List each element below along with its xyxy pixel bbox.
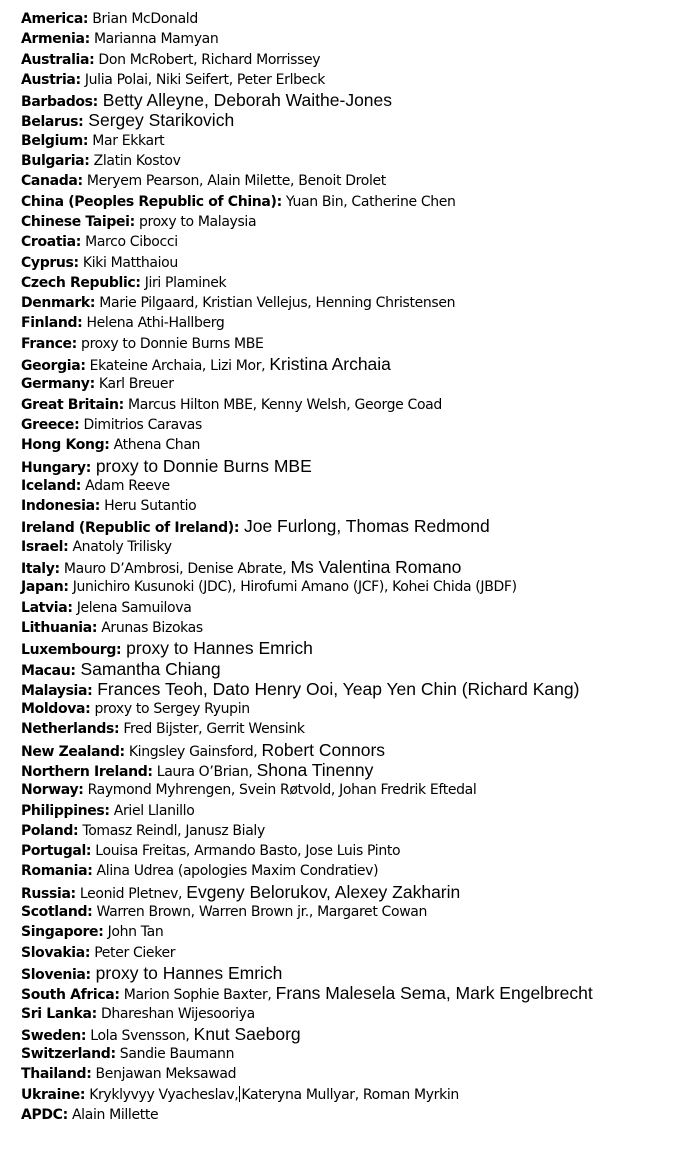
country-label: Austria: [21,71,81,88]
country-label: Hong Kong: [21,437,110,454]
delegate-names: Benjawan Meksawad [91,1066,237,1083]
country-label: Japan: [21,579,69,596]
list-item [21,760,691,780]
delegate-names: Leonid Pletnev, [75,885,187,902]
list-item [21,293,691,313]
list-item [21,598,691,618]
list-item [21,943,691,963]
country-label: Singapore: [21,924,104,941]
list-item [21,1064,691,1084]
list-item [21,131,691,151]
country-label: America: [21,11,89,27]
country-label: Philippines: [21,802,110,819]
list-item [21,922,691,942]
delegate-names: Mar Ekkart [88,132,165,149]
country-label: Luxembourg: [21,642,122,659]
list-item [21,415,691,435]
country-label: France: [21,335,77,352]
delegate-names: proxy to Sergey Ryupin [90,701,250,718]
list-item [21,253,691,273]
delegate-names: Zlatin Kostov [89,153,181,170]
country-label: Czech Republic: [21,274,141,291]
delegate-names: Marcus Hilton MBE, Kenny Welsh, George Coad [123,396,442,413]
delegate-names: proxy to Malaysia [134,213,257,230]
delegate-names: Kateryna Mullyar, Roman Myrkin [241,1086,459,1103]
country-label: Belgium: [21,132,89,149]
list-item [21,435,691,455]
list-item [21,780,691,800]
delegate-names: Arunas Bizokas [97,619,203,636]
list-item [21,232,691,252]
delegate-names: Adam Reeve [81,477,170,494]
delegate-names: Marianna Mamyan [89,31,219,48]
delegate-names: proxy to Donnie Burns MBE [76,335,264,352]
country-label: Netherlands: [21,721,120,738]
country-label: Macau: [21,662,76,679]
delegate-names: Yuan Bin, Catherine Chen [281,193,456,210]
delegate-names: Tomasz Reindl, Janusz Bialy [78,822,265,839]
list-item [21,861,691,881]
country-label: Scotland: [21,904,93,921]
country-label: Iceland: [21,477,82,494]
country-label: Portugal: [21,843,92,860]
list-item [21,841,691,861]
delegate-names: Joe Furlong, Thomas Redmond [239,516,490,537]
country-label: Israel: [21,538,69,555]
list-item [21,1004,691,1024]
list-item [21,659,691,679]
delegate-names: Knut Saeborg [193,1023,301,1044]
country-label: Denmark: [21,295,96,312]
delegate-names: Alina Udrea (apologies Maxim Condratiev) [92,863,379,880]
delegate-names: Betty Alleyne, Deborah Waithe-Jones [97,90,393,111]
delegate-names: Samantha Chiang [75,658,221,679]
list-item [21,171,691,191]
delegate-names: Frances Teoh, Dato Henry Ooi, Yeap Yen Chin (Richard Kang) [92,678,580,699]
delegate-names: Heru Sutantio [99,498,197,515]
delegate-names: Alain Millette [67,1107,159,1124]
delegate-names: Lola Svensson, [86,1027,194,1044]
delegate-names: proxy to Donnie Burns MBE [90,455,312,476]
list-item [21,699,691,719]
country-label: Moldova: [21,701,91,718]
list-item [21,212,691,232]
delegate-names: Fred Bijster, Gerrit Wensink [119,721,305,738]
country-label: Cyprus: [21,254,79,271]
delegate-names: Shona Tinenny [256,759,374,780]
country-label: Thailand: [21,1066,92,1083]
list-item [21,476,691,496]
country-label: China (Peoples Republic of China): [21,193,282,210]
delegate-names: Louisa Freitas, Armando Basto, Jose Luis Pinto [91,843,401,860]
country-label: Armenia: [21,31,90,48]
country-label: Latvia: [21,599,73,616]
country-label: New Zealand: [21,743,125,760]
delegate-names: proxy to Hannes Emrich [90,962,283,983]
delegate-names: Junichiro Kusunoki (JDC), Hirofumi Amano (JCF), Kohei Chida (JBDF) [68,579,517,596]
country-label: Slovakia: [21,944,91,961]
list-item [21,963,691,983]
country-label: Georgia: [21,358,86,375]
list-item [21,740,691,760]
delegate-names: Don McRobert, Richard Morrissey [94,51,321,68]
delegate-names: Kryklyvyy Vyacheslav, [85,1086,239,1103]
list-item [21,50,691,70]
delegate-names: Robert Connors [261,739,386,760]
list-item [21,557,691,577]
list-item [21,537,691,557]
delegate-names: Julia Polai, Niki Seifert, Peter Erlbeck [80,71,326,88]
list-item [21,9,691,29]
delegate-names: Sandie Baumann [115,1046,235,1063]
country-label: Sri Lanka: [21,1005,97,1022]
delegate-names: Helena Athi-Hallberg [82,315,225,332]
country-label: Hungary: [21,459,91,476]
country-label: Lithuania: [21,619,98,636]
delegate-names: Dimitrios Caravas [79,416,202,433]
country-label: Barbados: [21,94,98,111]
country-label: Romania: [21,863,93,880]
country-label: South Africa: [21,987,120,1004]
list-item [21,374,691,394]
delegate-names: Marion Sophie Baxter, [119,987,276,1004]
country-label: Ukraine: [21,1086,86,1103]
list-item [21,1024,691,1044]
delegate-names: Marco Cibocci [80,234,178,251]
country-label: Italy: [21,561,60,578]
country-label: Northern Ireland: [21,763,153,780]
delegate-names: Jelena Samuilova [72,599,192,616]
list-item [21,1105,691,1125]
country-label: Switzerland: [21,1046,116,1063]
delegate-names: Jiri Plaminek [140,274,227,291]
country-label: Sweden: [21,1027,87,1044]
delegate-names: Meryem Pearson, Alain Milette, Benoit Drolet [82,173,386,190]
country-label: Greece: [21,416,80,433]
list-item [21,456,691,476]
country-label: Bulgaria: [21,153,90,170]
delegate-names: Marie Pilgaard, Kristian Vellejus, Henning Christensen [95,295,456,312]
list-item [21,719,691,739]
country-label: Norway: [21,782,84,799]
delegate-names: Brian McDonald [88,11,198,27]
country-label: Germany: [21,376,95,393]
country-label: Slovenia: [21,966,91,983]
list-item [21,90,691,110]
list-item [21,983,691,1003]
delegate-names: Ms Valentina Romano [290,557,462,578]
list-item [21,577,691,597]
delegate-names: Kristina Archaia [269,354,391,375]
delegate-names: Kingsley Gainsford, [124,743,262,760]
delegate-names: Kiki Matthaiou [78,254,178,271]
list-item [21,395,691,415]
delegate-names: Athena Chan [109,437,201,454]
list-item [21,801,691,821]
country-label: Great Britain: [21,396,124,413]
country-label: Belarus: [21,114,84,131]
list-item [21,70,691,90]
delegate-names: Ekateine Archaia, Lizi Mor, [85,358,270,375]
list-item [21,354,691,374]
delegate-names: Laura O’Brian, [152,763,257,780]
country-label: Russia: [21,885,76,902]
delegate-names: Raymond Myhrengen, Svein Røtvold, Johan Fredrik Eftedal [83,782,477,799]
delegate-names: Karl Breuer [94,376,174,393]
list-item [21,902,691,922]
delegate-names: Frans Malesela Sema, Mark Engelbrecht [275,983,593,1004]
list-item [21,273,691,293]
country-label: Malaysia: [21,682,93,699]
attendee-list [21,9,691,1125]
country-label: Canada: [21,173,83,190]
country-label: APDC: [21,1107,68,1124]
delegate-names: Ariel Llanillo [109,802,195,819]
list-item [21,821,691,841]
delegate-names: Warren Brown, Warren Brown jr., Margaret Cowan [92,904,428,921]
list-item [21,516,691,536]
country-label: Croatia: [21,234,81,251]
country-label: Australia: [21,51,95,68]
delegate-names: Mauro D’Ambrosi, Denise Abrate, [59,561,291,578]
list-item [21,1044,691,1064]
delegate-names: Anatoly Trilisky [68,538,172,555]
delegate-names: Peter Cieker [90,944,176,961]
country-label: Chinese Taipei: [21,213,135,230]
delegate-names: Dhareshan Wijesooriya [96,1005,255,1022]
country-label: Indonesia: [21,498,100,515]
list-item [21,334,691,354]
list-item [21,192,691,212]
list-item [21,618,691,638]
delegate-names: proxy to Hannes Emrich [121,638,313,659]
list-item [21,1085,691,1105]
delegate-names: Sergey Starikovich [83,110,235,131]
list-item [21,29,691,49]
list-item [21,110,691,130]
list-item [21,679,691,699]
country-label: Finland: [21,315,83,332]
list-item [21,151,691,171]
list-item [21,313,691,333]
delegate-names: Evgeny Belorukov, Alexey Zakharin [186,881,461,902]
list-item [21,496,691,516]
list-item [21,882,691,902]
list-item [21,638,691,658]
delegate-names: John Tan [103,924,164,941]
country-label: Ireland (Republic of Ireland): [21,520,240,537]
country-label: Poland: [21,822,79,839]
